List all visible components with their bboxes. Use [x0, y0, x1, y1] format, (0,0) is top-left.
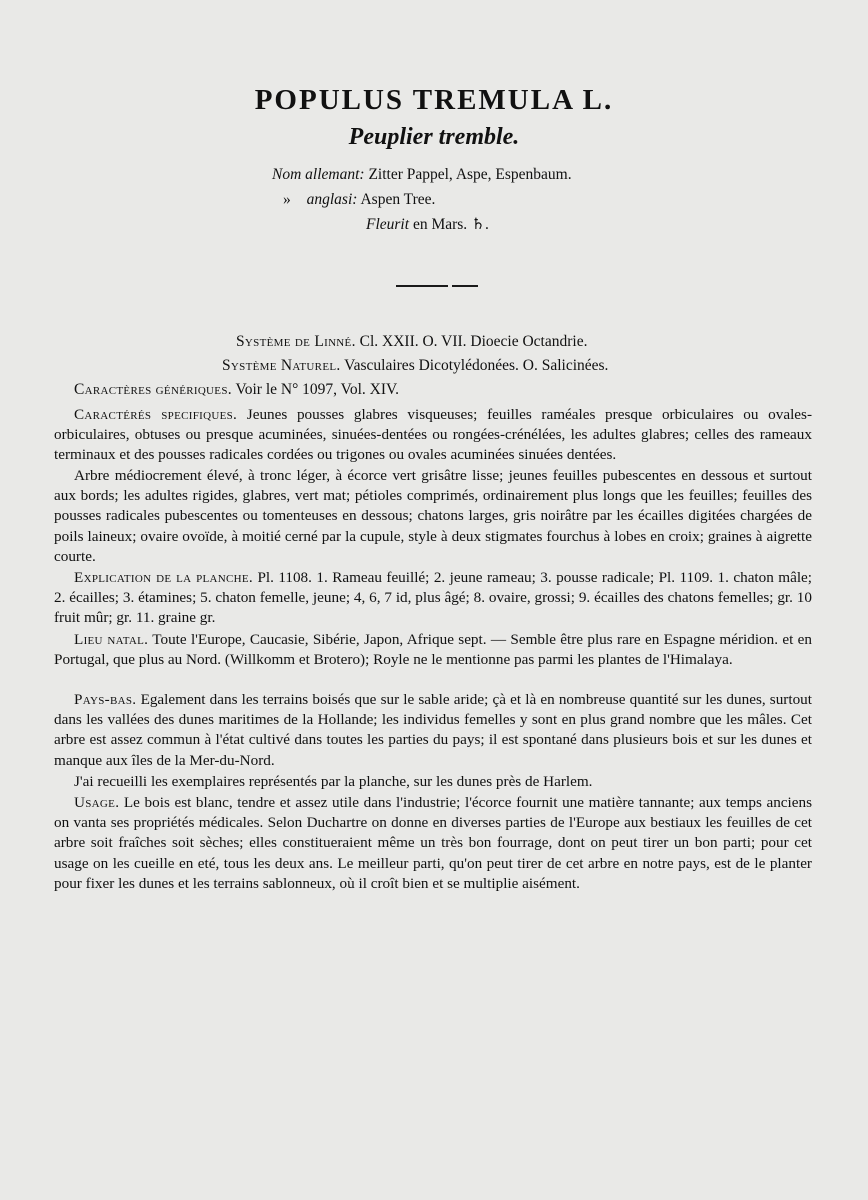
linne-label: Système de Linné.	[236, 333, 356, 350]
pays-bas-paragraph	[54, 690, 812, 771]
english-names: Aspen Tree.	[360, 191, 436, 208]
generiques-label: Caractères génériques.	[74, 381, 232, 398]
generiques-line	[74, 381, 399, 399]
lieu-natal-paragraph	[54, 630, 812, 670]
lieu-natal-text: Toute l'Europe, Caucasie, Sibérie, Japon, Afrique sept. — Semble être plus rare en Espagne méridion. et en Portugal, que plus au Nord. (Willkomm et Brotero); Royle ne le mentionne pas parmi les plantes de l'Himalaya.	[54, 631, 812, 669]
linne-text: Cl. XXII. O. VII. Dioecie Octandrie.	[359, 333, 588, 350]
flowering-line	[366, 215, 489, 234]
description-text: Arbre médiocrement élevé, à tronc léger, à écorce vert grisâtre lisse; jeunes feuilles pubescentes en dessous et surtout aux bords; les adultes rigides, glabres, vert mat; pétioles comprimés, ordinairement plus longs que les feuilles; feuilles des pousses radicales pubescentes ou tomenteuses en dessous; chatons larges, gris noirâtre par les écailles digitées chargées de poils laineux; ovaire ovoïde, à moitié cerné par la cupule, style à deux stigmates fourchus à lobes en croix; graines à aigrette courte.	[54, 467, 812, 565]
explication-paragraph	[54, 568, 812, 629]
english-name-line	[283, 191, 435, 209]
generiques-text: Voir le N° 1097, Vol. XIV.	[235, 381, 400, 398]
specifiques-text: Jeunes pousses glabres visqueuses; feuilles raméales presque orbiculaires ou ovales-orbiculaires, obtuses ou presque acuminées, sinuées-dentées ou rongées-crénélées, les adultes glabres; celles des rameaux terminaux et des pousses radicales cordées ou trigones ou ovales acuminées sinuées dentées.	[54, 406, 812, 464]
divider-rule-left	[396, 285, 448, 287]
ditto-mark: »	[283, 191, 291, 208]
divider-rule-right	[452, 285, 478, 287]
german-names: Zitter Pappel, Aspe, Espenbaum.	[368, 166, 572, 183]
specifiques-label: Caractérés specifiques.	[74, 406, 238, 423]
page-title: POPULUS TREMULA L.	[254, 84, 614, 116]
english-name-label: anglasi:	[306, 191, 358, 208]
usage-paragraph	[54, 793, 812, 894]
usage-label: Usage.	[74, 794, 120, 811]
flowering-label: Fleurit	[366, 216, 410, 233]
usage-text: Le bois est blanc, tendre et assez utile dans l'industrie; l'écorce fournit une matière tannante; aux temps anciens on vanta ses propriétés médicales. Selon Duchartre on donne en diverses parties de l'Europe aux bestiaux les feuilles de cet arbre soit fraîches soit sèches; elles constitueraient même un très bon fourrage, dont on peut tirer un bon parti; pour cet usage on les cueille en eté, tous les deux ans. Le meilleur parti, qu'on peut tirer de cet arbre en notre pays, est de le planter pour fixer les dunes et les terrains sablonneux, où il croît bien et se multiplie aisément.	[54, 794, 812, 892]
pays-bas-label: Pays-bas.	[74, 691, 137, 708]
pays-bas-text: Egalement dans les terrains boisés que sur le sable aride; çà et là en nombreuse quantité sur les dunes, surtout dans les vallées des dunes maritimes de la Hollande; les individus femelles y sont en plus grand nombre que les mâles. Cet arbre est assez commun à l'état cultivé dans toutes les parties du pays; il est spontané dans plusieurs bois et sur les dunes et manque aux îles de la Mer-du-Nord.	[54, 691, 812, 769]
explication-label: Explication de la planche.	[74, 569, 253, 586]
naturel-label: Système Naturel.	[222, 357, 341, 374]
naturel-system-line	[222, 357, 608, 375]
specifiques-paragraph	[54, 405, 812, 466]
flowering-text: en Mars. ♄.	[412, 216, 489, 233]
recueilli-text: J'ai recueilli les exemplaires représentés par la planche, sur les dunes près de Harlem.	[74, 773, 593, 790]
description-paragraph	[54, 466, 812, 567]
page-subtitle: Peuplier tremble.	[348, 124, 520, 150]
naturel-text: Vasculaires Dicotylédonées. O. Salicinées.	[344, 357, 609, 374]
linne-system-line	[236, 333, 587, 351]
lieu-natal-label: Lieu natal.	[74, 631, 149, 648]
german-name-line	[272, 166, 572, 184]
recueilli-paragraph	[54, 772, 812, 792]
german-name-label: Nom allemant:	[272, 166, 365, 183]
explication-text: Pl. 1108. 1. Rameau feuillé; 2. jeune rameau; 3. pousse radicale; Pl. 1109. 1. chaton mâle; 2. écailles; 3. étamines; 5. chaton femelle, jeune; 4, 6, 7 id, plus âgé; 8. ovaire, grossi; 9. écailles des chatons femelles; gr. 10 fruit mûr; gr. 11. graine gr.	[54, 569, 813, 627]
